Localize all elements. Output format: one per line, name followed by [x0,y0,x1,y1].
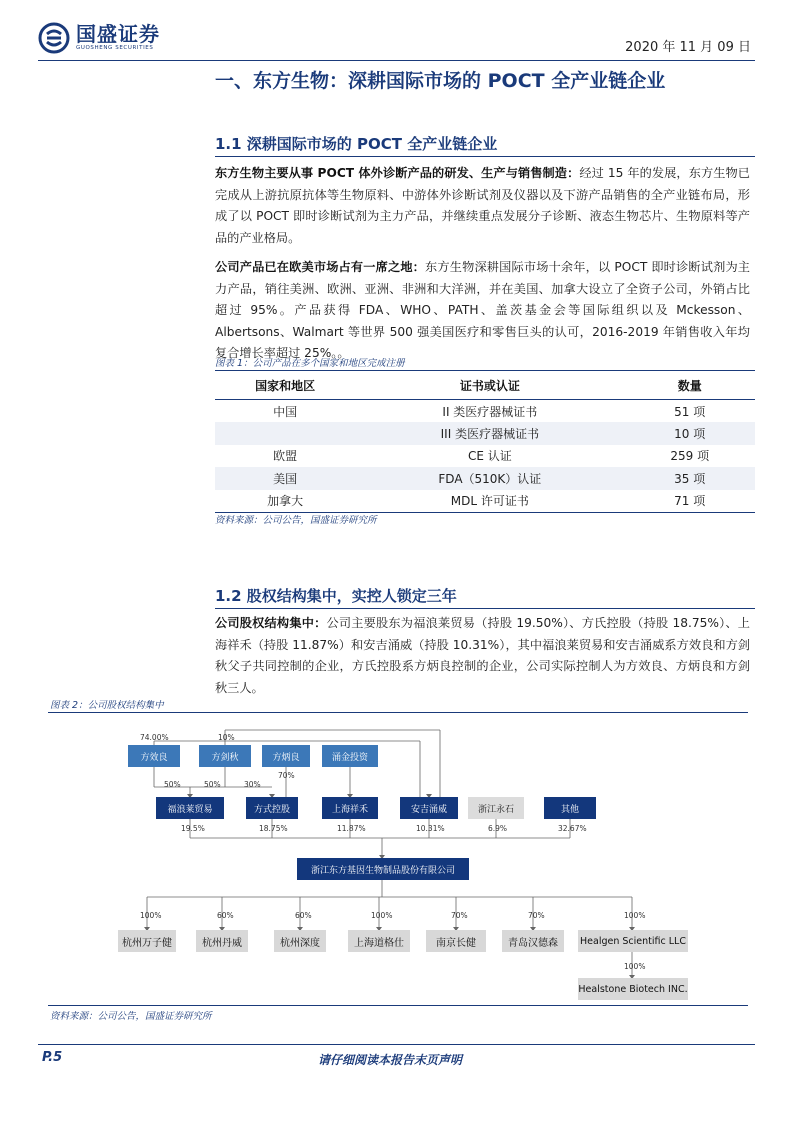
subsidiary-node: 杭州万子健 [118,930,176,952]
paragraph-business-body: 经过 15 年的发展，东方生物已完成从上游抗原抗体等生物原料、中游体外诊断试剂及仪器以及下游产品销售的全产业链布局，形成了以 POCT 即时诊断试剂为主力产品，并继续重点发展分子诊断、液态生物芯片、生物原料等产品的产业格局。 [215,166,750,245]
subsidiary-node: 青岛汉德森 [502,930,564,952]
table-cell: 71 项 [624,490,755,513]
pct-label: 70% [528,911,545,920]
figure-source: 资料来源：公司公告，国盛证券研究所 [50,1011,212,1022]
subsidiary-node: Healgen Scientific LLC [578,930,688,952]
person-node: 方炳良 [262,745,310,767]
figure-bottom-divider [48,1005,748,1006]
subsidiary-node: 杭州丹威 [196,930,248,952]
table-caption: 图表 1：公司产品在多个国家和地区完成注册 [215,358,405,369]
footer-disclaimer: 请仔细阅读本报告末页声明 [318,1053,463,1067]
paragraph-equity-lead: 公司股权结构集中： [215,616,327,630]
pct-label: 10% [218,733,235,742]
table-cell: 美国 [215,467,355,489]
header-count: 数量 [624,371,755,400]
logo-name: 国盛证券 [76,22,160,47]
pct-label: 11.87% [337,824,366,833]
pct-label: 50% [204,780,221,789]
person-node: 方剑秋 [199,745,251,767]
page-number: P.5 [42,1050,63,1065]
pct-label: 70% [451,911,468,920]
subsidiary-node: 南京长健 [426,930,486,952]
paragraph-market-body: 东方生物深耕国际市场十余年，以 POCT 即时诊断试剂为主力产品，销往美洲、欧洲、亚洲、非洲和大洋洲，并在美国、加拿大设立了全资子公司，外销占比超过 95%。产品获得 FDA、WHO、PATH、盖茨基金会等国际组织以及 Mckesson、Albertsons、Walmart 等世界 500 强美国医疗和零售巨头的认可，2016-2019 年销售收入年均复合增长率超过 25%。。 [215,260,750,360]
shareholder-node: 方式控股 [246,797,298,819]
table-source: 资料来源：公司公告，国盛证券研究所 [215,515,377,526]
table-cell: MDL 许可证书 [355,490,624,513]
subsection-title-2: 1.2 股权结构集中，实控人锁定三年 [215,587,457,605]
pct-label: 6.9% [488,824,508,833]
footer-divider [38,1044,755,1045]
paragraph-equity-body: 公司主要股东为福浪莱贸易（持股 19.50%）、方氏控股（持股 18.75%）、上海祥禾（持股 11.87%）和安吉涌威（持股 10.31%），其中福浪莱贸易和安吉涌威系方效良和方剑秋父子共同控制的企业，方氏控股系方炳良控制的企业，公司实际控制人为方效良、方炳良和方剑秋三人。 [215,616,750,695]
shareholder-node: 其他 [544,797,596,819]
pct-label: 50% [164,780,181,789]
subsidiary-node: 上海道格仕 [348,930,410,952]
header-certificate: 证书或认证 [355,371,624,400]
company-node: 浙江东方基因生物制品股份有限公司 [297,858,469,880]
logo-english: GUOSHENG SECURITIES [76,45,154,52]
table-cell: 欧盟 [273,449,298,464]
table-cell: FDA（510K）认证 [355,467,624,489]
person-node: 方效良 [128,745,180,767]
pct-label: 70% [278,771,295,780]
table-cell: III 类医疗器械证书 [355,422,624,444]
shareholder-node: 浙江永石 [468,797,524,819]
person-node: 涌金投资 [322,745,378,767]
table-cell: 259 项 [670,449,710,464]
table-cell: 中国 [273,404,298,419]
pct-label: 10.31% [416,824,445,833]
shareholder-node: 上海祥禾 [322,797,378,819]
pct-label: 32.67% [558,824,587,833]
report-date: 2020 年 11 月 09 日 [625,40,751,55]
pct-label: 100% [140,911,162,920]
table-cell: 51 项 [674,404,706,419]
pct-label: 30% [244,780,261,789]
subsidiary-node: 杭州深度 [274,930,326,952]
header-region: 国家和地区 [215,371,355,400]
table-cell: 加拿大 [215,490,355,513]
pct-label: 18.75% [259,824,288,833]
pct-label: 60% [295,911,312,920]
table-cell: 10 项 [624,422,755,444]
shareholder-node: 福浪莱贸易 [156,797,224,819]
figure-caption: 图表 2：公司股权结构集中 [50,700,164,711]
pct-label: 100% [371,911,393,920]
shareholder-node: 安吉涌威 [400,797,458,819]
table-cell: II 类医疗器械证书 [442,404,538,419]
paragraph-market-lead: 公司产品已在欧美市场占有一席之地： [215,260,426,274]
table-cell: 35 项 [624,467,755,489]
pct-label: 100% [624,962,646,971]
section-title: 一、东方生物：深耕国际市场的 POCT 全产业链企业 [215,70,666,92]
pct-label: 74.00% [140,733,169,742]
pct-label: 19.5% [181,824,205,833]
pct-label: 60% [217,911,234,920]
paragraph-business-lead: 东方生物主要从事 POCT 体外诊断产品的研发、生产与销售制造： [215,166,580,180]
table-cell: CE 认证 [467,449,512,464]
subsection-title-1: 1.1 深耕国际市场的 POCT 全产业链企业 [215,135,498,153]
subsidiary-node: Healstone Biotech INC. [578,978,688,1000]
pct-label: 100% [624,911,646,920]
